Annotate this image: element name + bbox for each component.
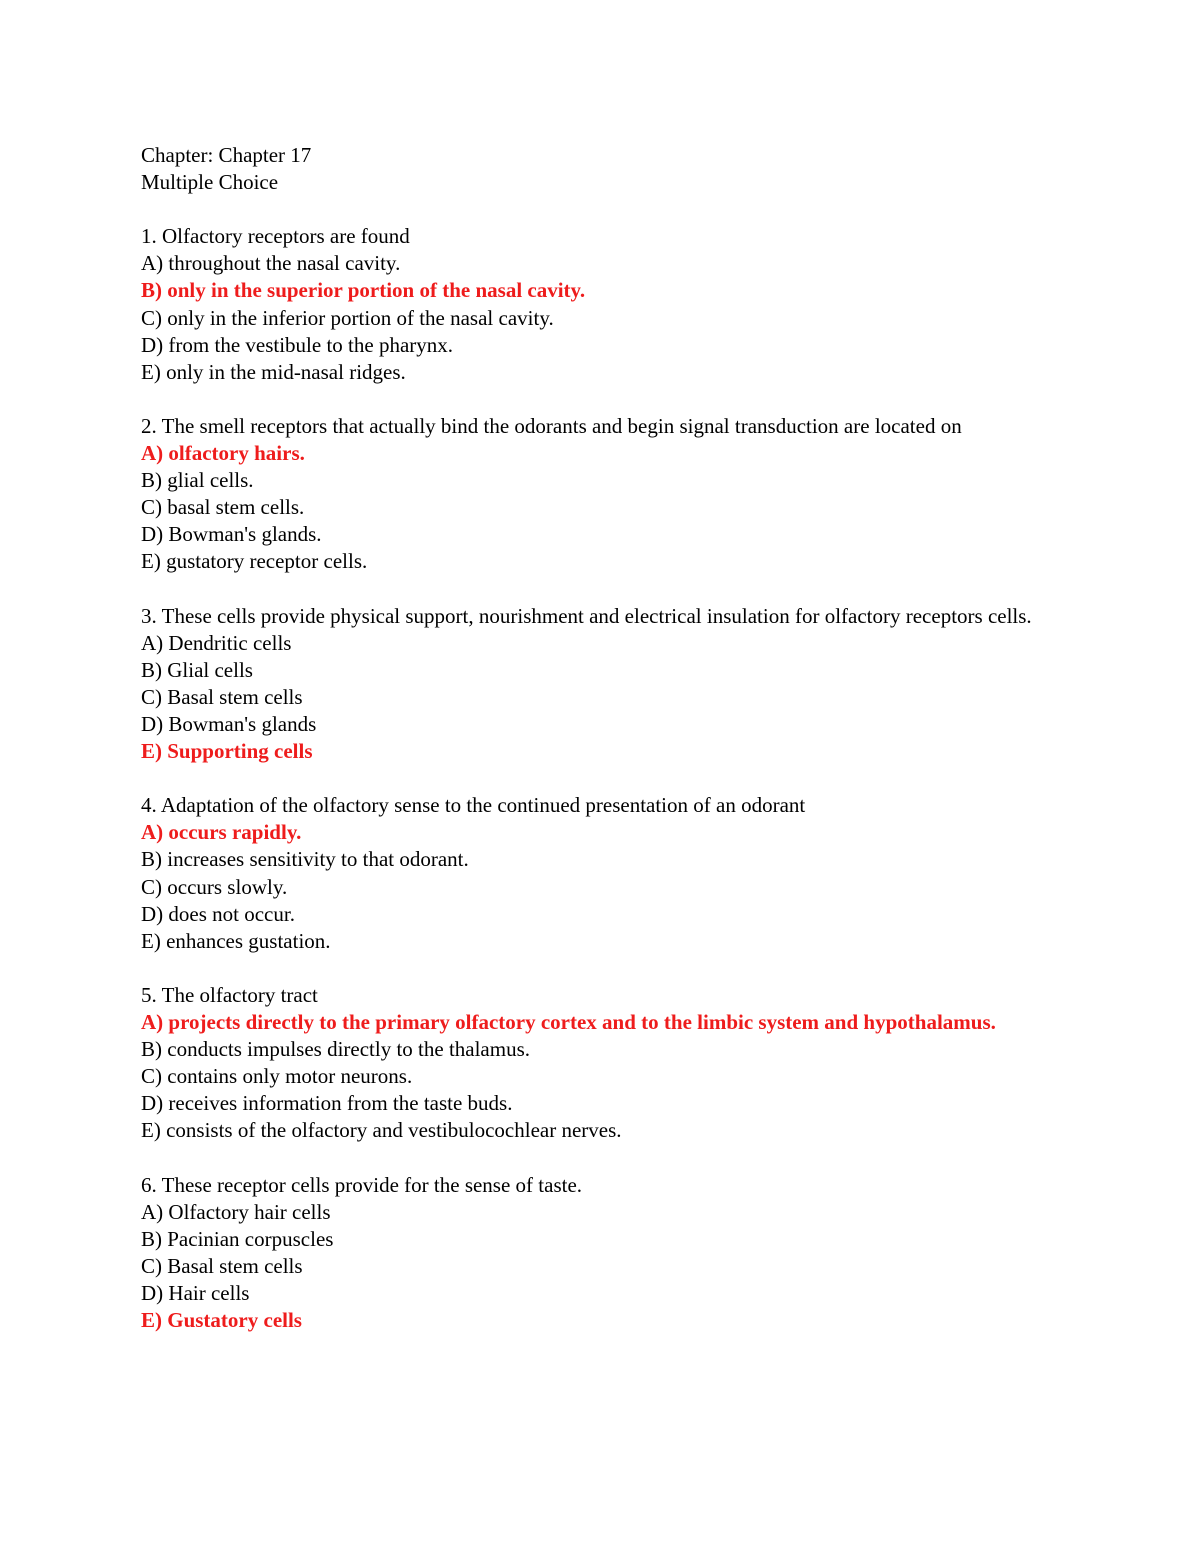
answer-option: B) Pacinian corpuscles [141,1226,334,1251]
question-stem: 2. The smell receptors that actually bind the odorants and begin signal transduction are located on [141,413,962,438]
section-heading: Multiple Choice [141,170,279,195]
answer-option: B) increases sensitivity to that odorant. [141,847,469,872]
answer-option: D) Bowman's glands [141,711,317,736]
correct-answer-option: E) Gustatory cells [141,1308,302,1333]
correct-answer-option: A) projects directly to the primary olfactory cortex and to the limbic system and hypothalamus. [141,1010,996,1034]
answer-option: D) receives information from the taste buds. [141,1091,513,1116]
question-stem: 3. These cells provide physical support, nourishment and electrical insulation for olfactory receptors cells. [141,603,1032,628]
answer-option: E) consists of the olfactory and vestibulocochlear nerves. [141,1118,622,1143]
spacer [141,1144,1061,1171]
answer-option: C) basal stem cells. [141,495,305,520]
spacer [141,765,1061,792]
spacer [141,386,1061,413]
answer-option: A) Olfactory hair cells [141,1199,331,1224]
question-stem: 4. Adaptation of the olfactory sense to the continued presentation of an odorant [141,793,806,818]
question-stem: 1. Olfactory receptors are found [141,224,410,249]
question-block [141,413,1061,603]
question-block [141,603,1061,793]
answer-option: E) only in the mid-nasal ridges. [141,359,406,384]
question-block [141,792,1061,982]
answer-option: D) Bowman's glands. [141,522,322,547]
question-block [141,223,1061,413]
answer-option: A) throughout the nasal cavity. [141,251,401,276]
question-list [141,223,1061,1334]
correct-answer-option: B) only in the superior portion of the nasal cavity. [141,278,586,303]
question-block [141,982,1061,1172]
answer-option: D) does not occur. [141,901,295,926]
answer-option: C) only in the inferior portion of the nasal cavity. [141,305,554,330]
answer-option: A) Dendritic cells [141,630,292,655]
answer-option: D) from the vestibule to the pharynx. [141,332,454,357]
answer-option: B) conducts impulses directly to the thalamus. [141,1037,531,1062]
answer-option: C) Basal stem cells [141,684,303,709]
answer-option: E) gustatory receptor cells. [141,549,368,574]
correct-answer-option: A) occurs rapidly. [141,820,302,845]
correct-answer-option: E) Supporting cells [141,739,313,764]
answer-option: E) enhances gustation. [141,928,331,953]
chapter-heading: Chapter: Chapter 17 [141,143,312,167]
spacer [141,196,1061,223]
spacer [141,955,1061,982]
answer-option: C) contains only motor neurons. [141,1064,413,1089]
answer-option: C) Basal stem cells [141,1253,303,1278]
answer-option: B) Glial cells [141,657,253,682]
answer-option: D) Hair cells [141,1280,250,1305]
correct-answer-option: A) olfactory hairs. [141,441,305,466]
answer-option: C) occurs slowly. [141,874,288,899]
spacer [141,576,1061,603]
question-block [141,1172,1061,1335]
question-stem: 6. These receptor cells provide for the sense of taste. [141,1172,583,1197]
answer-option: B) glial cells. [141,468,254,493]
document-page [141,142,1061,1334]
question-stem: 5. The olfactory tract [141,982,318,1007]
